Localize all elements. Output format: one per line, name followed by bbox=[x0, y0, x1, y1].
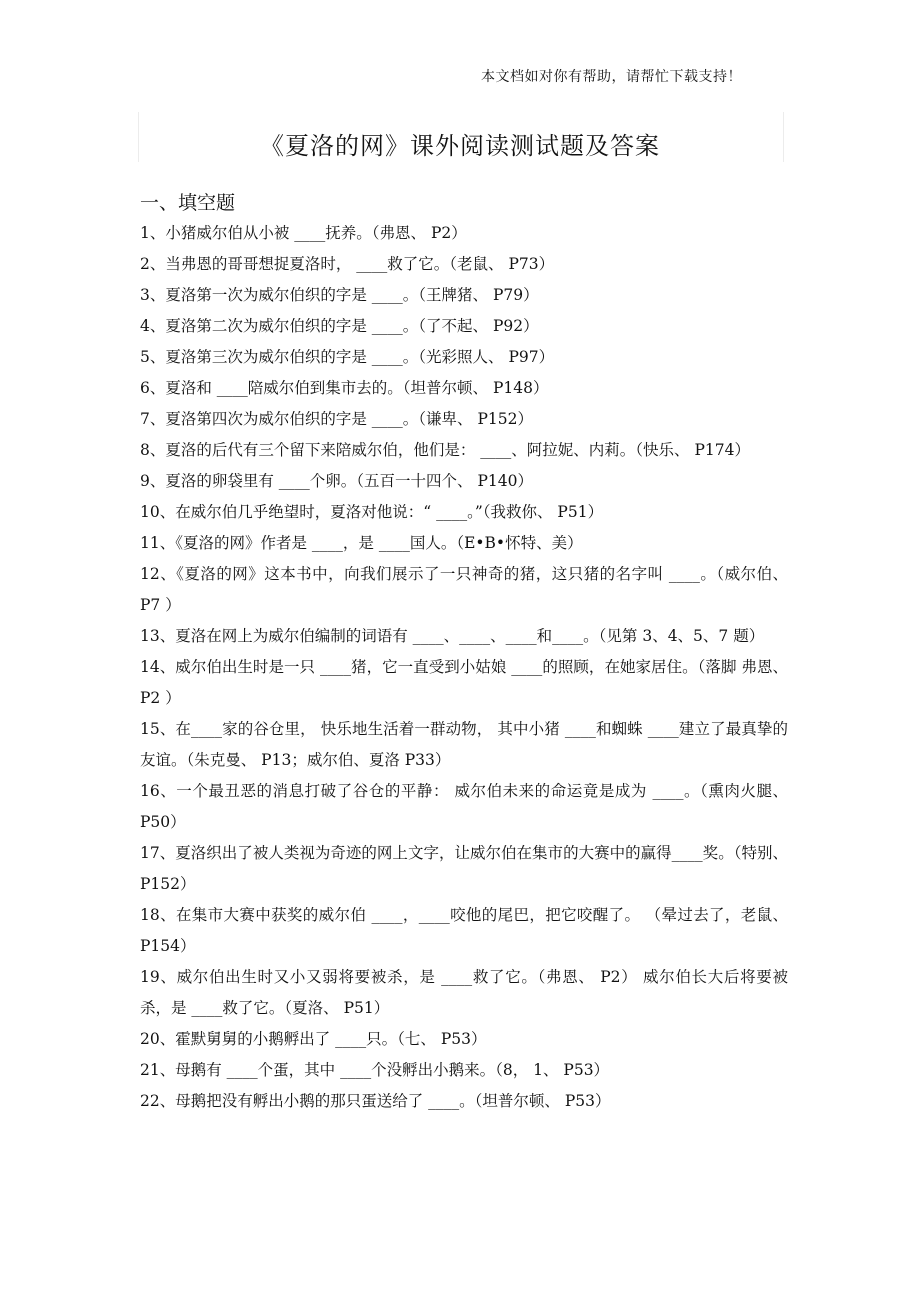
header-note: 本文档如对你有帮助，请帮忙下载支持！ bbox=[481, 69, 742, 85]
question-item: 17、夏洛织出了被人类视为奇迹的网上文字，让威尔伯在集市的大赛中的赢得____奖。（特别、 P152） bbox=[140, 844, 788, 893]
question-item: 22、母鹅把没有孵出小鹅的那只蛋送给了 ____。（坦普尔顿、 P53） bbox=[140, 1092, 611, 1110]
question-item: 4、夏洛第二次为威尔伯织的字是 ____。（了不起、 P92） bbox=[140, 317, 539, 335]
question-item: 16、一个最丑恶的消息打破了谷仓的平静： 威尔伯未来的命运竟是成为 ____。（熏肉火腿、 P50） bbox=[140, 782, 788, 831]
question-item: 12、《夏洛的网》这本书中，向我们展示了一只神奇的猪，这只猪的名字叫 ____。（威尔伯、 P7 ） bbox=[140, 565, 788, 614]
question-item: 21、母鹅有 ____个蛋，其中 ____个没孵出小鹅来。（8， 1、 P53） bbox=[140, 1061, 610, 1079]
question-item: 10、在威尔伯几乎绝望时，夏洛对他说：“ ____。”（我救你、 P51） bbox=[140, 503, 604, 521]
question-item: 3、夏洛第一次为威尔伯织的字是 ____。（王牌猪、 P79） bbox=[140, 286, 539, 304]
question-item: 9、夏洛的卵袋里有 ____个卵。（五百一十四个、 P140） bbox=[140, 472, 533, 490]
question-item: 13、夏洛在网上为威尔伯编制的词语有 ____、____、____和____。（见第 3、4、5、7 题） bbox=[140, 627, 765, 645]
question-item: 20、霍默舅舅的小鹅孵出了 ____只。（七、 P53） bbox=[140, 1030, 487, 1048]
question-item: 5、夏洛第三次为威尔伯织的字是 ____。（光彩照人、 P97） bbox=[140, 348, 555, 366]
question-item: 1、小猪威尔伯从小被 ____抚养。（弗恩、 P2） bbox=[140, 224, 467, 242]
page-title: 《夏洛的网》课外阅读测试题及答案 bbox=[260, 132, 660, 160]
question-item: 2、当弗恩的哥哥想捉夏洛时， ____救了它。（老鼠、 P73） bbox=[140, 255, 555, 273]
question-item: 6、夏洛和 ____陪威尔伯到集市去的。（坦普尔顿、 P148） bbox=[140, 379, 549, 397]
question-list bbox=[140, 218, 788, 1117]
question-item: 15、在____家的谷仓里， 快乐地生活着一群动物， 其中小猪 ____和蜘蛛 ____建立了最真挚的友谊。（朱克曼、 P13；威尔伯、夏洛 P33） bbox=[140, 720, 788, 769]
section-heading: 一、填空题 bbox=[140, 192, 236, 214]
question-item: 18、在集市大赛中获奖的威尔伯 ____，____咬他的尾巴，把它咬醒了。 （晕过去了，老鼠、 P154） bbox=[140, 906, 788, 955]
question-item: 19、威尔伯出生时又小又弱将要被杀，是 ____救了它。（弗恩、 P2） 威尔伯长大后将要被杀，是 ____救了它。（夏洛、 P51） bbox=[140, 968, 788, 1017]
question-item: 14、威尔伯出生时是一只 ____猪，它一直受到小姑娘 ____的照顾，在她家居住。（落脚 弗恩、 P2 ） bbox=[140, 658, 788, 707]
question-item: 11、《夏洛的网》作者是 ____，是 ____国人。（E•B•怀特、美） bbox=[140, 534, 583, 552]
question-item: 7、夏洛第四次为威尔伯织的字是 ____。（谦卑、 P152） bbox=[140, 410, 533, 428]
question-item: 8、夏洛的后代有三个留下来陪威尔伯，他们是： ____、阿拉妮、内莉。（快乐、 P174） bbox=[140, 441, 750, 459]
